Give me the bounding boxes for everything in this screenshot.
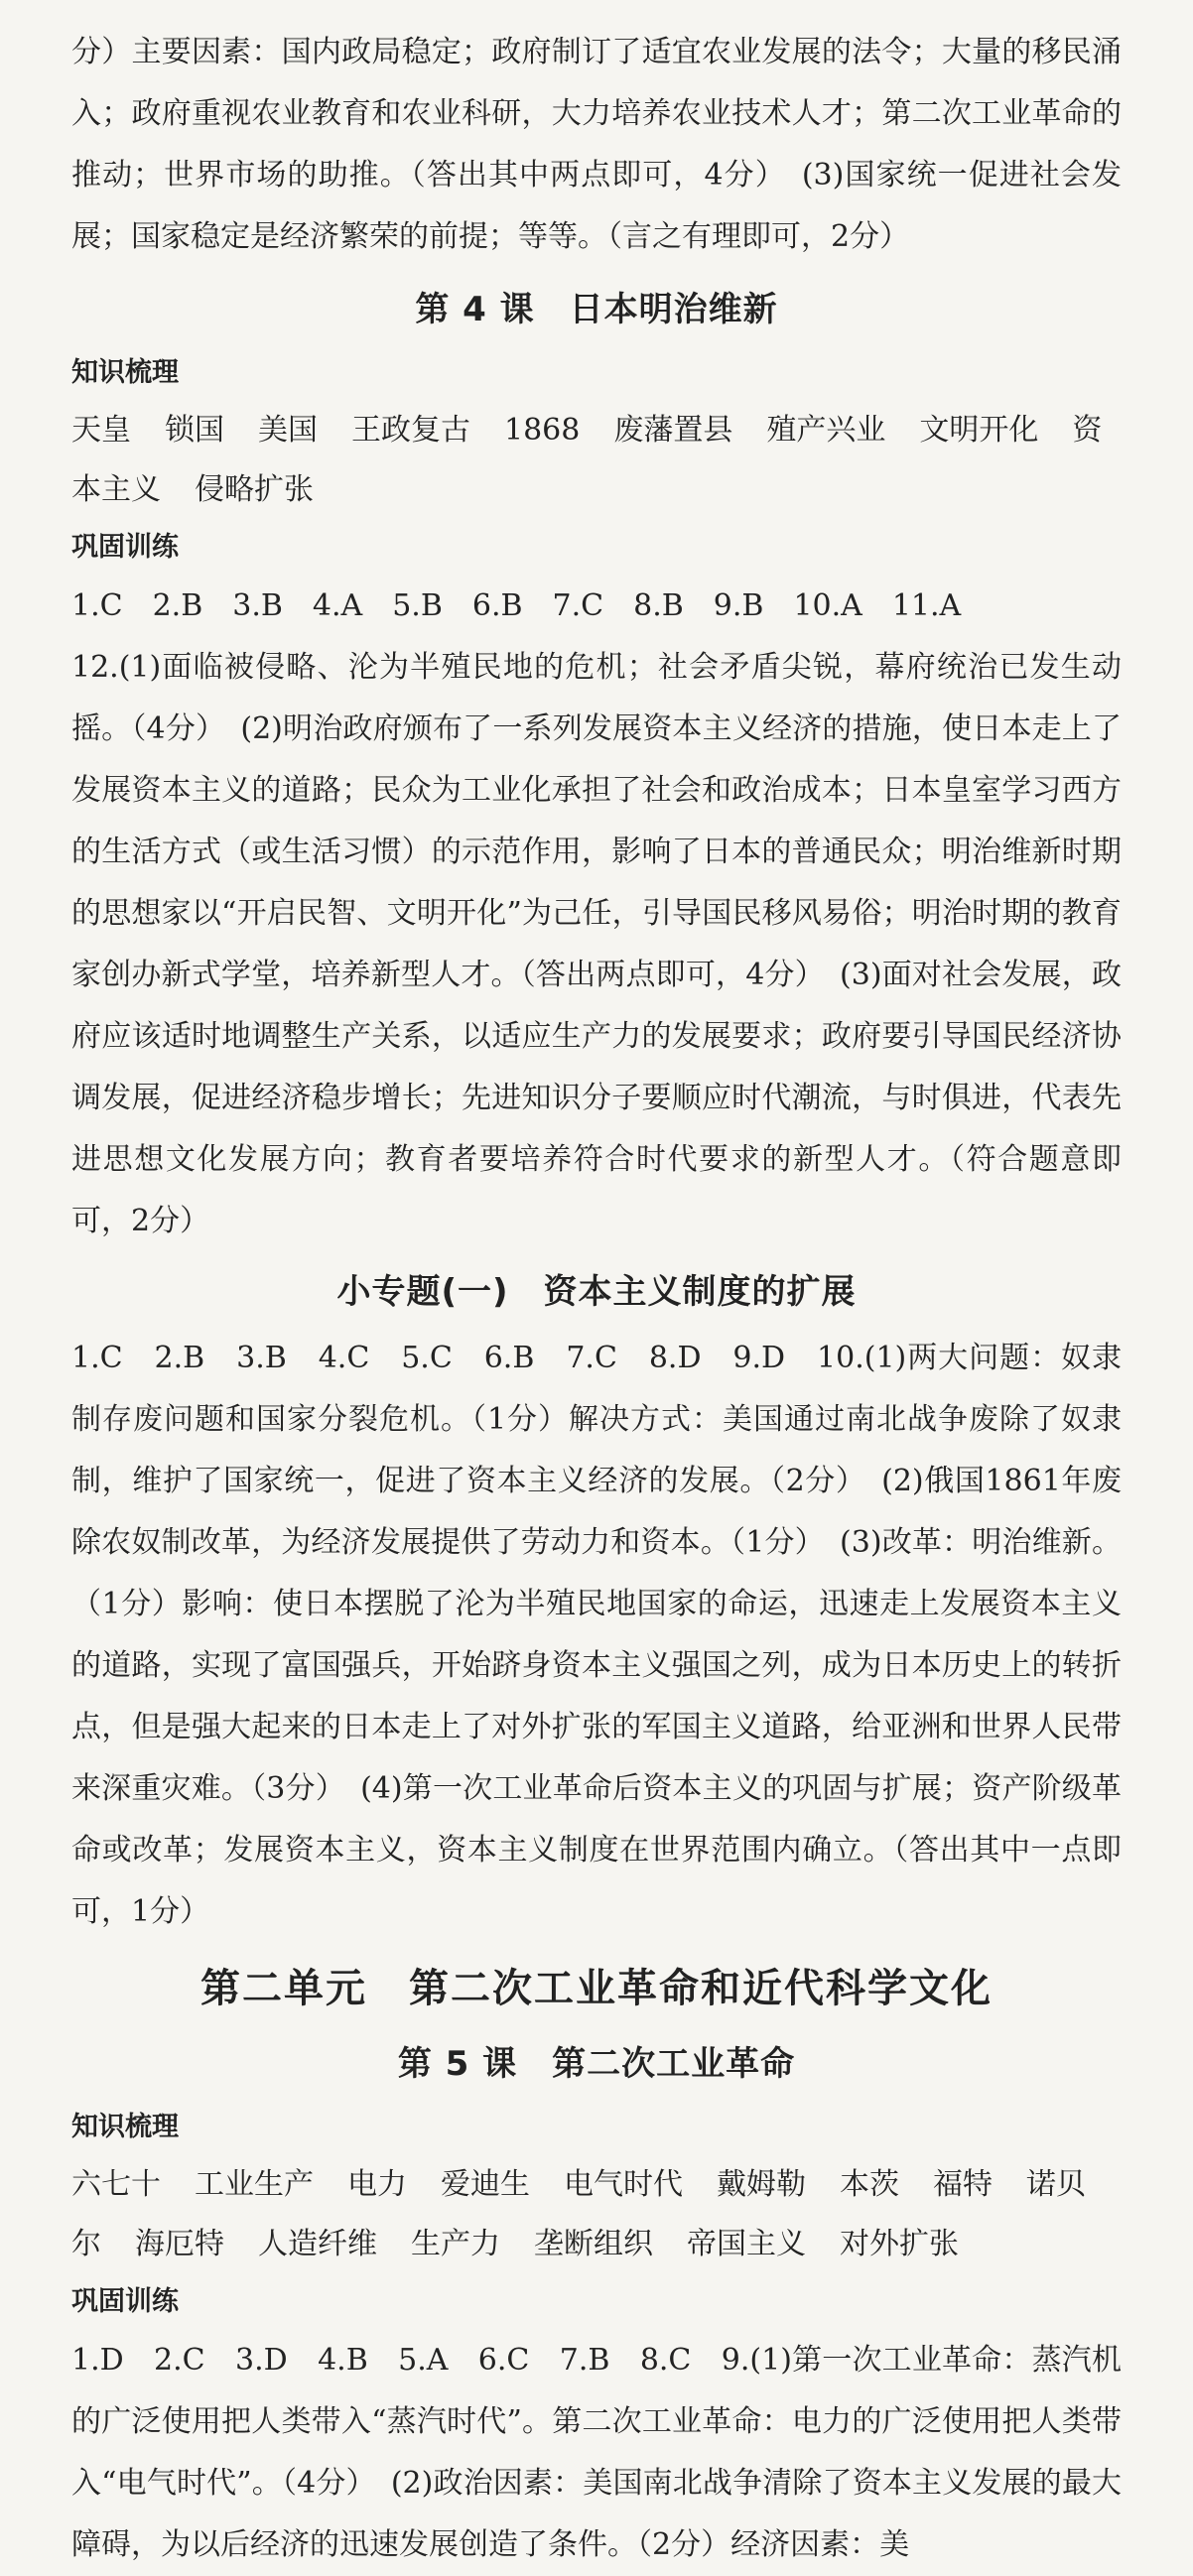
intro-paragraph: 分）主要因素：国内政局稳定；政府制订了适宜农业发展的法令；大量的移民涌入；政府重视农业教育和农业科研，大力培养农业技术人才；第二次工业革命的推动；世界市场的助推。（答出其中两点即可，4分） (3)国家统一促进社会发展；国家稳定是经济繁荣的前提；等等。（言之有理即可，2分）: [71, 35, 1122, 254]
keyword: 福特: [933, 2167, 993, 2202]
keyword: 生产力: [411, 2227, 500, 2261]
keyword: 六七十: [71, 2167, 161, 2202]
lesson4-title: 第 4 课 日本明治维新: [415, 290, 778, 329]
keyword: 爱迪生: [441, 2167, 530, 2202]
keyword: 对外扩张: [840, 2227, 959, 2261]
keyword: 文明开化: [919, 413, 1039, 448]
keyword: 锁国: [165, 413, 224, 448]
keyword: 殖产兴业: [766, 413, 886, 448]
keyword: 本茨: [840, 2167, 899, 2202]
keyword: 电力: [347, 2167, 407, 2202]
keyword: 天皇: [71, 413, 131, 448]
lesson4-practice-heading: 巩固训练: [71, 532, 179, 563]
lesson4-knowledge-heading: 知识梳理: [71, 357, 179, 388]
keyword: 工业生产: [195, 2167, 314, 2202]
keyword: 诺贝: [1026, 2167, 1086, 2202]
lesson5-practice-heading: 巩固训练: [71, 2286, 179, 2317]
keyword: 帝国主义: [687, 2227, 806, 2261]
keyword: 戴姆勒: [717, 2167, 806, 2202]
keyword: 废藩置县: [613, 413, 733, 448]
keyword: 电气时代: [564, 2167, 683, 2202]
keyword: 1868: [504, 413, 581, 448]
lesson4-keywords-line2: [71, 460, 1122, 520]
keyword: 海厄特: [135, 2227, 224, 2261]
keyword: 美国: [258, 413, 318, 448]
lesson5-keywords-line2: [71, 2215, 1122, 2274]
lesson4-q12-answer: 12.(1)面临被侵略、沦为半殖民地的危机；社会矛盾尖锐，幕府统治已发生动摇。（4分） (2)明治政府颁布了一系列发展资本主义经济的措施，使日本走上了发展资本主义的道路；民众为工业化承担了社会和政治成本；日本皇室学习西方的生活方式（或生活习惯）的示范作用，影响了日本的普通民众；明治维新时期的思想家以“开启民智、文明开化”为己任，引导国民移风易俗；明治时期的教育家创办新式学堂，培养新型人才。（答出两点即可，4分） (3)面对社会发展，政府应该适时地调整生产关系，以适应生产力的发展要求；政府要引导国民经济协调发展，促进经济稳步增长；先进知识分子要顺应时代潮流，与时俱进，代表先进思想文化发展方向；教育者要培养符合时代要求的新型人才。（符合题意即可，2分）: [71, 650, 1122, 1238]
keyword: 人造纤维: [258, 2227, 377, 2261]
lesson5-keywords-line1: [71, 2155, 1122, 2215]
keyword: 本主义: [71, 472, 161, 507]
special-topic-title: 小专题(一) 资本主义制度的扩展: [336, 1272, 857, 1312]
keyword: 资: [1072, 413, 1103, 448]
unit2-title: 第二单元 第二次工业革命和近代科学文化: [200, 1966, 993, 2011]
lesson4-choice-answers: 1.C 2.B 3.B 4.A 5.B 6.B 7.C 8.B 9.B 10.A 11.A: [71, 588, 962, 623]
special-topic-answers: 1.C 2.B 3.B 4.C 5.C 6.B 7.C 8.D 9.D 10.(1)两大问题：奴隶制存废问题和国家分裂危机。（1分）解决方式：美国通过南北战争废除了奴隶制，维护了国家统一，促进了资本主义经济的发展。（2分） (2)俄国1861年废除农奴制改革，为经济发展提供了劳动力和资本。（1分） (3)改革：明治维新。（1分）影响：使日本摆脱了沦为半殖民地国家的命运，迅速走上发展资本主义的道路，实现了富国强兵，开始跻身资本主义强国之列，成为日本历史上的转折点，但是强大起来的日本走上了对外扩张的军国主义道路，给亚洲和世界人民带来深重灾难。（3分） (4)第一次工业革命后资本主义的巩固与扩展；资产阶级革命或改革；发展资本主义，资本主义制度在世界范围内确立。（答出其中一点即可，1分）: [71, 1341, 1122, 1929]
lesson5-answers: 1.D 2.C 3.D 4.B 5.A 6.C 7.B 8.C 9.(1)第一次工业革命：蒸汽机的广泛使用把人类带入“蒸汽时代”。第二次工业革命：电力的广泛使用把人类带入“电气时代”。（4分） (2)政治因素：美国南北战争清除了资本主义发展的最大障碍，为以后经济的迅速发展创造了条件。（2分）经济因素：美: [71, 2343, 1122, 2562]
keyword: 尔: [71, 2227, 101, 2261]
lesson5-title: 第 5 课 第二次工业革命: [397, 2044, 796, 2084]
lesson5-knowledge-heading: 知识梳理: [71, 2112, 179, 2142]
keyword: 垄断组织: [534, 2227, 653, 2261]
lesson4-keywords-line1: [71, 401, 1122, 460]
keyword: 王政复古: [351, 413, 470, 448]
keyword: 侵略扩张: [195, 472, 314, 507]
